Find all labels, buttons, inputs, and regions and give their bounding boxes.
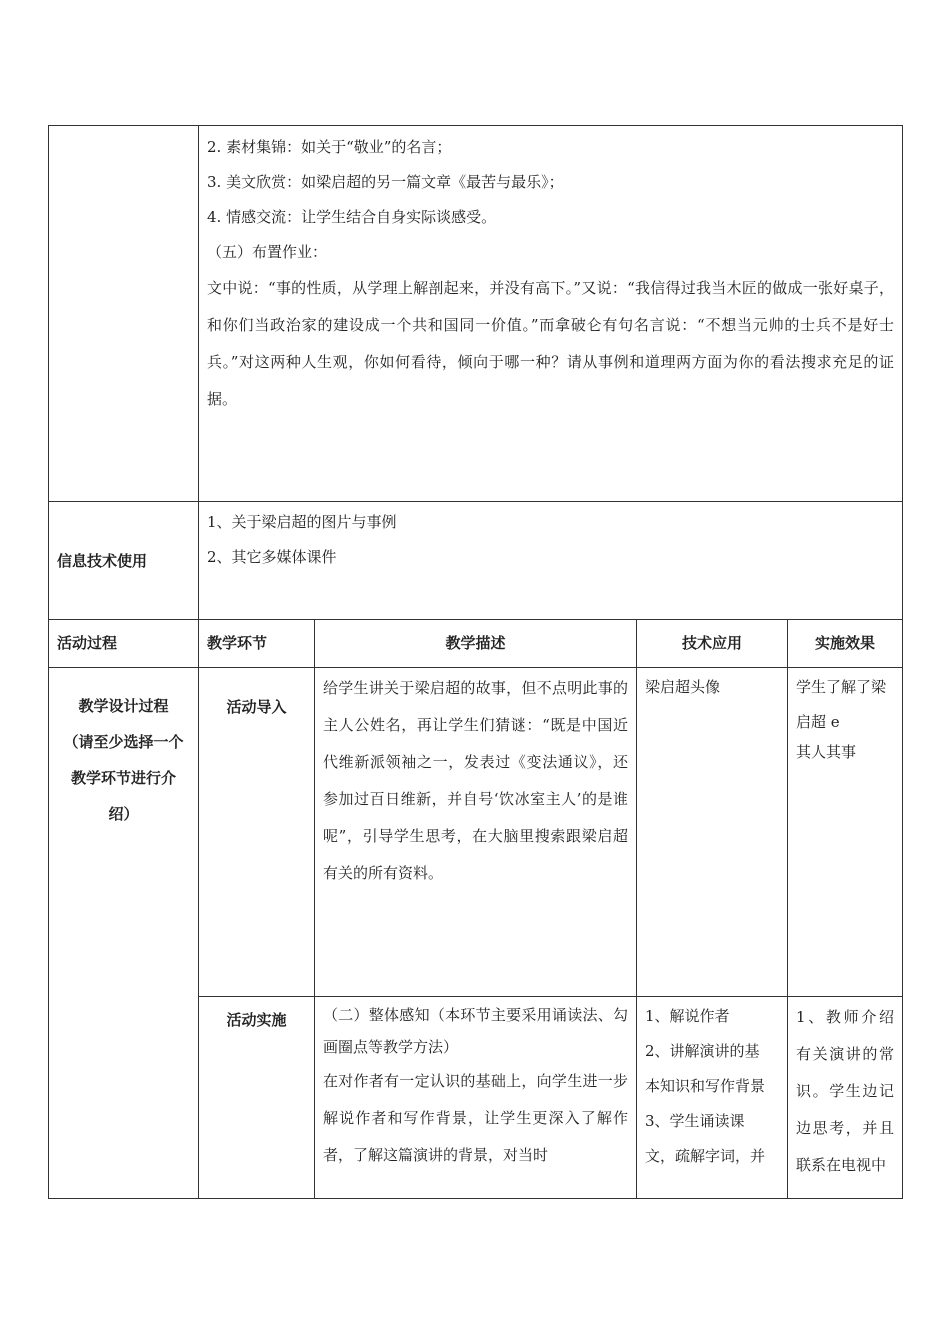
intro-tech: 梁启超头像 xyxy=(645,678,721,696)
intro-description-cell xyxy=(315,668,637,997)
header-cell xyxy=(637,620,788,668)
intro-stage: 活动导入 xyxy=(226,698,287,716)
info-tech-cell xyxy=(199,502,903,620)
info-tech-item: 1、关于梁启超的图片与事例 xyxy=(207,513,397,531)
info-tech-row xyxy=(49,502,903,620)
impl-tech-line: 本知识和写作背景 xyxy=(645,1077,766,1095)
text-line: （五）布置作业： xyxy=(207,243,328,261)
homework-text: 文中说：“事的性质，从学理上解剖起来，并没有高下。”又说：“我信得过我当木匠的做成一张好桌子，和你们当政治家的建设成一个共和国同一价值。”而拿破仑有句名言说：“不想当元帅的士兵不是好士兵。”对这两种人生观，你如何看待，倾向于哪一种？请从事例和道理两方面为你的看法搜求充足的证据。 xyxy=(207,279,895,408)
lesson-plan-table xyxy=(48,125,903,1199)
header-cell xyxy=(315,620,637,668)
intro-effect-line: 学生了解了梁 xyxy=(796,678,887,696)
intro-effect-line: 其人其事 xyxy=(796,743,857,761)
design-label-line: 绍） xyxy=(108,805,139,823)
impl-description: （二）整体感知（本环节主要采用诵读法、勾画圈点等教学方法） xyxy=(323,1006,628,1056)
impl-effect: 1、教师介绍有关演讲的常识。学生边记边思考，并且联系在电视中 xyxy=(796,1008,895,1174)
header-cell xyxy=(788,620,903,668)
design-label-line: 教学环节进行介 xyxy=(70,769,176,787)
row-label-empty xyxy=(49,126,199,502)
design-label-line: （请至少选择一个 xyxy=(63,733,184,751)
intro-row xyxy=(49,668,903,997)
impl-tech-line: 1、解说作者 xyxy=(645,1007,730,1025)
text-line: 4. 情感交流：让学生结合自身实际谈感受。 xyxy=(207,208,497,226)
intro-effect-line: 启超 e xyxy=(796,713,840,731)
header-cell xyxy=(199,620,315,668)
impl-tech-line: 2、讲解演讲的基 xyxy=(645,1042,760,1060)
text-line: 3. 美文欣赏：如梁启超的另一篇文章《最苦与最乐》； xyxy=(207,173,564,191)
content-row xyxy=(49,126,903,502)
info-tech-label-cell xyxy=(49,502,199,620)
intro-description: 给学生讲关于梁启超的故事，但不点明此事的主人公姓名，再让学生们猜谜：“既是中国近代维新派领袖之一，发表过《变法通议》，还参加过百日维新，并自号‘饮冰室主人’的是谁呢”，引导学生思考，在大脑里搜索跟梁启超有关的所有资料。 xyxy=(323,679,628,882)
info-tech-label: 信息技术使用 xyxy=(57,552,148,570)
header-cell xyxy=(49,620,199,668)
intro-tech-cell xyxy=(637,668,788,997)
header-activity-process: 活动过程 xyxy=(57,634,118,652)
impl-tech-line: 文，疏解字词，并 xyxy=(645,1147,766,1165)
impl-description-2: 在对作者有一定认识的基础上，向学生进一步解说作者和写作背景，让学生更深入了解作者，了解这篇演讲的背景，对当时 xyxy=(323,1072,628,1164)
header-technology: 技术应用 xyxy=(681,634,742,652)
text-line: 2. 素材集锦：如关于“敬业”的名言； xyxy=(207,138,452,156)
header-effect: 实施效果 xyxy=(815,634,876,652)
impl-description-cell xyxy=(315,997,637,1199)
info-tech-item: 2、其它多媒体课件 xyxy=(207,548,337,566)
impl-tech-line: 3、学生诵读课 xyxy=(645,1112,745,1130)
header-teaching-description: 教学描述 xyxy=(445,634,506,652)
intro-stage-cell xyxy=(199,668,315,997)
impl-stage-cell xyxy=(199,997,315,1199)
impl-stage: 活动实施 xyxy=(226,1011,287,1029)
design-label-line: 教学设计过程 xyxy=(78,697,169,715)
intro-effect-cell xyxy=(788,668,903,997)
impl-tech-cell xyxy=(637,997,788,1199)
design-label-cell xyxy=(49,668,199,1199)
content-cell xyxy=(199,126,903,502)
header-row xyxy=(49,620,903,668)
header-teaching-stage: 教学环节 xyxy=(207,634,268,652)
impl-effect-cell xyxy=(788,997,903,1199)
